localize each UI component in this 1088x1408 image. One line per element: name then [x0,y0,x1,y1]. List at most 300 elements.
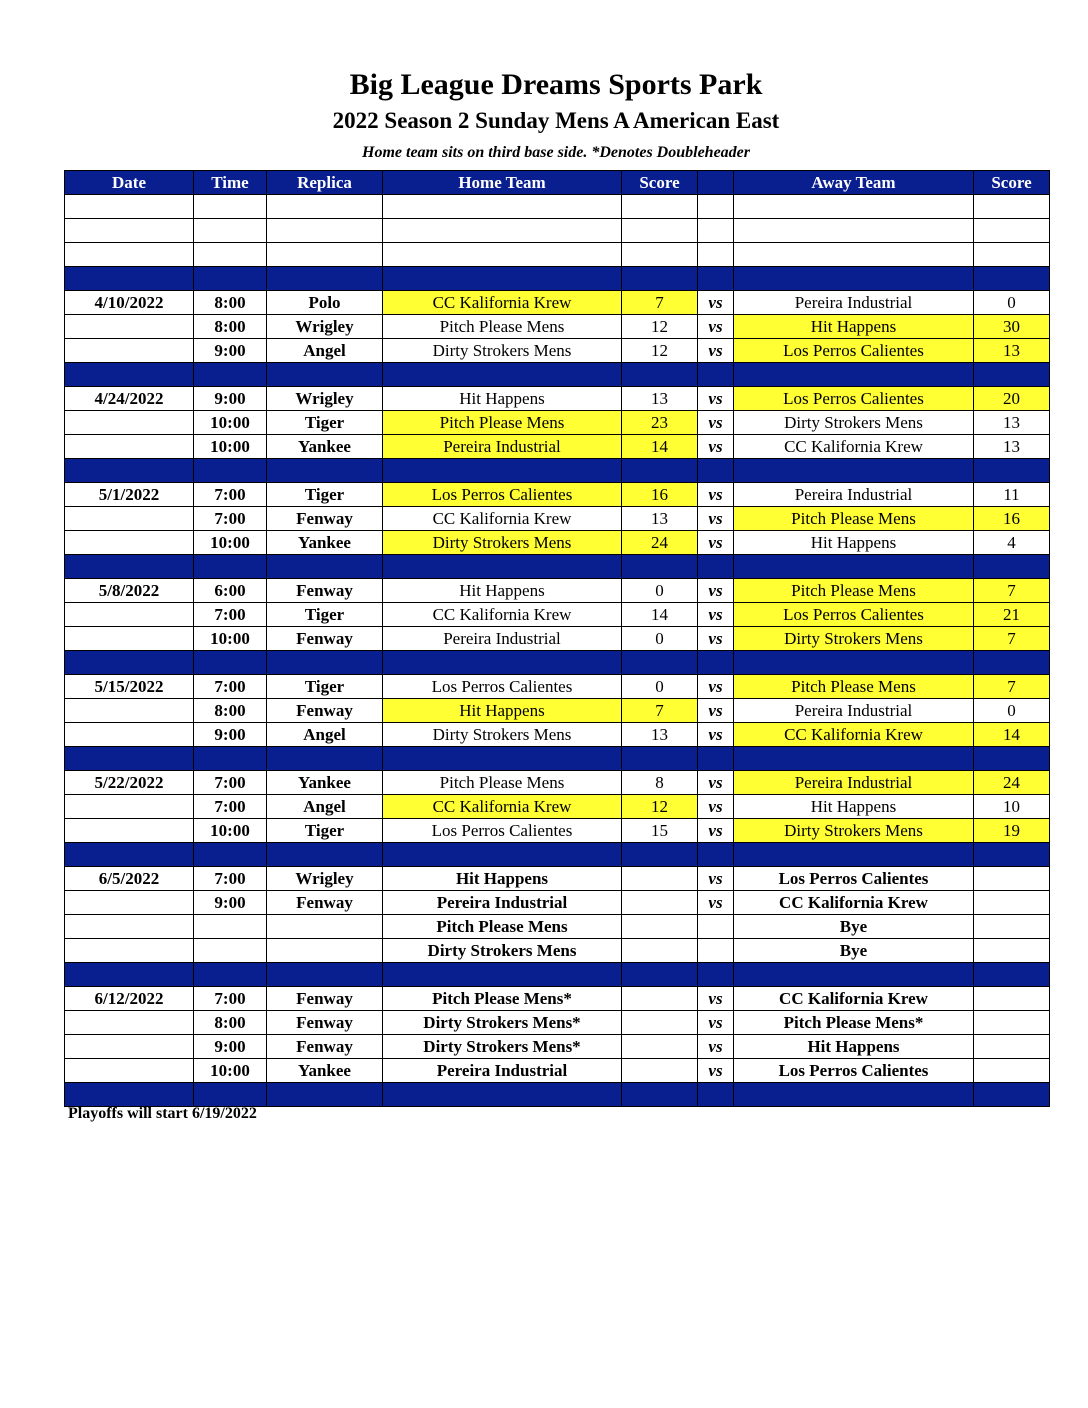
separator-cell [698,1083,734,1107]
time-cell: 10:00 [194,411,267,435]
date-cell [65,603,194,627]
vs-cell: vs [698,1035,734,1059]
field-cell: Fenway [267,1011,383,1035]
away-score-cell: 0 [974,699,1050,723]
home-team-cell: Pitch Please Mens [383,315,622,339]
separator-cell [974,747,1050,771]
field-cell: Fenway [267,627,383,651]
home-team-cell: Los Perros Calientes [383,819,622,843]
separator-cell [267,459,383,483]
time-cell: 7:00 [194,771,267,795]
home-score-cell: 0 [622,675,698,699]
vs-cell: vs [698,483,734,507]
empty-row [65,243,1050,267]
field-cell: Yankee [267,771,383,795]
game-row [65,867,1050,891]
home-score-cell [622,987,698,1011]
empty-cell [194,219,267,243]
separator-cell [65,555,194,579]
away-score-cell: 14 [974,723,1050,747]
away-team-cell: Dirty Strokers Mens [734,819,974,843]
game-row [65,723,1050,747]
time-cell [194,915,267,939]
field-cell: Polo [267,291,383,315]
col-time-header: Time [194,171,267,195]
home-score-cell [622,1035,698,1059]
separator-cell [383,843,622,867]
empty-row [65,195,1050,219]
vs-cell: vs [698,1011,734,1035]
home-team-cell: Los Perros Calientes [383,675,622,699]
home-score-cell: 0 [622,627,698,651]
vs-cell: vs [698,891,734,915]
separator-cell [383,1083,622,1107]
separator-cell [194,963,267,987]
away-team-cell: Los Perros Calientes [734,867,974,891]
game-row [65,387,1050,411]
table-header-row [65,171,1050,195]
empty-cell [698,219,734,243]
home-team-cell: CC Kalifornia Krew [383,795,622,819]
home-score-cell: 13 [622,723,698,747]
empty-cell [974,195,1050,219]
game-row [65,819,1050,843]
separator-cell [65,267,194,291]
home-team-cell: Los Perros Calientes [383,483,622,507]
away-score-cell: 0 [974,291,1050,315]
time-cell: 7:00 [194,867,267,891]
away-team-cell: Pitch Please Mens* [734,1011,974,1035]
game-row [65,915,1050,939]
empty-cell [734,195,974,219]
separator-cell [698,363,734,387]
date-cell [65,339,194,363]
away-team-cell: Pereira Industrial [734,291,974,315]
separator-cell [734,555,974,579]
away-score-cell [974,891,1050,915]
game-row [65,531,1050,555]
separator-row [65,651,1050,675]
away-team-cell: Los Perros Calientes [734,339,974,363]
time-cell: 8:00 [194,315,267,339]
game-row [65,435,1050,459]
field-cell: Yankee [267,531,383,555]
vs-cell: vs [698,867,734,891]
schedule-body [65,195,1050,1107]
separator-cell [65,363,194,387]
vs-cell: vs [698,1059,734,1083]
field-cell: Yankee [267,1059,383,1083]
away-score-cell: 30 [974,315,1050,339]
separator-cell [698,747,734,771]
separator-row [65,363,1050,387]
vs-cell: vs [698,987,734,1011]
home-team-cell: Hit Happens [383,699,622,723]
away-score-cell: 13 [974,411,1050,435]
field-cell: Fenway [267,987,383,1011]
date-cell: 4/10/2022 [65,291,194,315]
time-cell: 8:00 [194,291,267,315]
date-cell [65,435,194,459]
separator-cell [267,747,383,771]
empty-cell [267,219,383,243]
home-score-cell [622,867,698,891]
col-replica-header: Replica [267,171,383,195]
vs-cell: vs [698,507,734,531]
away-team-cell: Pitch Please Mens [734,579,974,603]
separator-cell [383,747,622,771]
home-team-cell: CC Kalifornia Krew [383,507,622,531]
home-team-cell: Dirty Strokers Mens* [383,1035,622,1059]
vs-cell [698,939,734,963]
empty-cell [622,195,698,219]
home-team-cell: Pitch Please Mens [383,771,622,795]
home-score-cell: 7 [622,699,698,723]
home-score-cell: 13 [622,387,698,411]
separator-cell [267,267,383,291]
time-cell: 7:00 [194,795,267,819]
time-cell: 8:00 [194,699,267,723]
away-team-cell: Bye [734,915,974,939]
home-score-cell [622,1059,698,1083]
schedule-table [64,170,1050,1107]
empty-cell [194,195,267,219]
field-cell: Yankee [267,435,383,459]
date-cell: 5/8/2022 [65,579,194,603]
separator-row [65,747,1050,771]
separator-cell [974,651,1050,675]
separator-cell [194,555,267,579]
away-score-cell [974,987,1050,1011]
date-cell [65,819,194,843]
empty-cell [698,243,734,267]
away-score-cell: 13 [974,435,1050,459]
time-cell: 7:00 [194,603,267,627]
separator-cell [65,1083,194,1107]
home-team-cell: Pitch Please Mens* [383,987,622,1011]
separator-cell [194,459,267,483]
field-cell: Fenway [267,579,383,603]
separator-cell [698,555,734,579]
separator-cell [974,843,1050,867]
field-cell: Fenway [267,891,383,915]
date-cell: 4/24/2022 [65,387,194,411]
separator-cell [698,963,734,987]
home-team-cell: Hit Happens [383,867,622,891]
date-cell [65,531,194,555]
away-team-cell: Pitch Please Mens [734,675,974,699]
page-title: Big League Dreams Sports Park [349,68,763,101]
separator-cell [974,963,1050,987]
separator-cell [65,651,194,675]
empty-cell [383,243,622,267]
away-score-cell [974,915,1050,939]
time-cell: 10:00 [194,627,267,651]
separator-cell [622,363,698,387]
date-cell [65,1059,194,1083]
separator-cell [383,459,622,483]
vs-cell: vs [698,579,734,603]
col-vs-header [698,171,734,195]
date-cell [65,411,194,435]
game-row [65,1035,1050,1059]
home-team-cell: Hit Happens [383,387,622,411]
home-team-cell: Pereira Industrial [383,891,622,915]
away-score-cell: 4 [974,531,1050,555]
vs-cell: vs [698,531,734,555]
away-team-cell: Hit Happens [734,795,974,819]
game-row [65,579,1050,603]
home-team-cell: Pitch Please Mens [383,411,622,435]
separator-cell [65,459,194,483]
away-team-cell: Los Perros Calientes [734,1059,974,1083]
home-team-cell: Dirty Strokers Mens [383,339,622,363]
separator-cell [383,555,622,579]
home-team-cell: CC Kalifornia Krew [383,603,622,627]
separator-cell [194,747,267,771]
separator-cell [698,843,734,867]
field-cell [267,915,383,939]
field-cell: Angel [267,339,383,363]
separator-row [65,963,1050,987]
away-team-cell: Pereira Industrial [734,483,974,507]
time-cell [194,939,267,963]
game-row [65,291,1050,315]
home-score-cell: 15 [622,819,698,843]
separator-cell [194,651,267,675]
vs-cell: vs [698,339,734,363]
away-score-cell [974,1059,1050,1083]
away-team-cell: Hit Happens [734,531,974,555]
empty-cell [383,219,622,243]
away-team-cell: CC Kalifornia Krew [734,723,974,747]
vs-cell: vs [698,819,734,843]
separator-cell [974,267,1050,291]
separator-cell [194,843,267,867]
date-cell [65,1011,194,1035]
game-row [65,891,1050,915]
date-cell [65,795,194,819]
game-row [65,987,1050,1011]
date-cell [65,915,194,939]
vs-cell: vs [698,795,734,819]
away-score-cell: 7 [974,627,1050,651]
home-score-cell: 14 [622,435,698,459]
vs-cell: vs [698,699,734,723]
field-cell [267,939,383,963]
separator-cell [734,267,974,291]
game-row [65,1011,1050,1035]
date-cell [65,627,194,651]
field-cell: Angel [267,723,383,747]
game-row [65,939,1050,963]
date-cell [65,723,194,747]
date-cell [65,1035,194,1059]
game-row [65,339,1050,363]
away-team-cell: Dirty Strokers Mens [734,411,974,435]
vs-cell: vs [698,723,734,747]
home-score-cell [622,891,698,915]
empty-cell [194,243,267,267]
separator-cell [974,363,1050,387]
game-row [65,771,1050,795]
home-score-cell: 16 [622,483,698,507]
away-team-cell: CC Kalifornia Krew [734,891,974,915]
vs-cell: vs [698,627,734,651]
separator-cell [65,843,194,867]
empty-cell [622,219,698,243]
vs-cell: vs [698,435,734,459]
time-cell: 9:00 [194,723,267,747]
empty-cell [383,195,622,219]
home-score-cell: 23 [622,411,698,435]
col-away-score-header: Score [974,171,1050,195]
time-cell: 9:00 [194,339,267,363]
home-team-cell: CC Kalifornia Krew [383,291,622,315]
away-team-cell: Bye [734,939,974,963]
home-team-cell: Dirty Strokers Mens [383,723,622,747]
time-cell: 9:00 [194,1035,267,1059]
separator-cell [734,1083,974,1107]
away-score-cell [974,1011,1050,1035]
home-score-cell [622,915,698,939]
time-cell: 9:00 [194,891,267,915]
away-team-cell: Hit Happens [734,1035,974,1059]
home-team-cell: Pereira Industrial [383,1059,622,1083]
separator-cell [734,963,974,987]
away-score-cell: 16 [974,507,1050,531]
date-cell [65,507,194,531]
game-row [65,483,1050,507]
date-cell: 6/12/2022 [65,987,194,1011]
away-score-cell: 10 [974,795,1050,819]
separator-cell [734,459,974,483]
separator-row [65,267,1050,291]
date-cell: 6/5/2022 [65,867,194,891]
vs-cell: vs [698,411,734,435]
field-cell: Wrigley [267,867,383,891]
away-team-cell: Los Perros Calientes [734,603,974,627]
away-team-cell: Pitch Please Mens [734,507,974,531]
separator-cell [267,963,383,987]
separator-cell [383,651,622,675]
separator-cell [267,1083,383,1107]
time-cell: 10:00 [194,435,267,459]
time-cell: 8:00 [194,1011,267,1035]
home-score-cell: 7 [622,291,698,315]
separator-cell [698,267,734,291]
home-score-cell [622,1011,698,1035]
separator-cell [622,459,698,483]
away-score-cell: 19 [974,819,1050,843]
separator-cell [622,747,698,771]
separator-cell [622,555,698,579]
field-cell: Tiger [267,411,383,435]
away-team-cell: Dirty Strokers Mens [734,627,974,651]
separator-cell [734,747,974,771]
col-home-team-header: Home Team [383,171,622,195]
date-cell [65,939,194,963]
away-score-cell [974,939,1050,963]
page-subtitle: 2022 Season 2 Sunday Mens A American East [332,108,780,133]
col-date-header: Date [65,171,194,195]
schedule-note: Home team sits on third base side. *Denotes Doubleheader [362,144,750,161]
game-row [65,411,1050,435]
field-cell: Fenway [267,507,383,531]
empty-cell [267,243,383,267]
separator-cell [65,747,194,771]
home-score-cell [622,939,698,963]
separator-cell [734,651,974,675]
field-cell: Fenway [267,699,383,723]
separator-row [65,843,1050,867]
separator-cell [734,843,974,867]
empty-cell [65,195,194,219]
time-cell: 10:00 [194,531,267,555]
away-score-cell: 7 [974,579,1050,603]
field-cell: Fenway [267,1035,383,1059]
field-cell: Wrigley [267,387,383,411]
game-row [65,627,1050,651]
field-cell: Tiger [267,675,383,699]
separator-cell [383,963,622,987]
separator-cell [383,363,622,387]
separator-cell [974,459,1050,483]
vs-cell: vs [698,291,734,315]
separator-row [65,555,1050,579]
away-team-cell: Hit Happens [734,315,974,339]
game-row [65,507,1050,531]
empty-cell [267,195,383,219]
separator-row [65,459,1050,483]
separator-cell [622,651,698,675]
away-team-cell: Pereira Industrial [734,699,974,723]
away-score-cell: 24 [974,771,1050,795]
empty-cell [974,243,1050,267]
empty-cell [698,195,734,219]
time-cell: 7:00 [194,507,267,531]
away-team-cell: Los Perros Calientes [734,387,974,411]
vs-cell [698,915,734,939]
away-score-cell: 11 [974,483,1050,507]
game-row [65,315,1050,339]
col-away-team-header: Away Team [734,171,974,195]
home-team-cell: Dirty Strokers Mens [383,939,622,963]
separator-cell [734,363,974,387]
home-score-cell: 24 [622,531,698,555]
vs-cell: vs [698,387,734,411]
separator-cell [267,363,383,387]
date-cell [65,699,194,723]
field-cell: Tiger [267,603,383,627]
field-cell: Wrigley [267,315,383,339]
game-row [65,1059,1050,1083]
away-team-cell: CC Kalifornia Krew [734,435,974,459]
away-score-cell [974,867,1050,891]
empty-row [65,219,1050,243]
date-cell [65,891,194,915]
game-row [65,795,1050,819]
empty-cell [734,219,974,243]
date-cell: 5/15/2022 [65,675,194,699]
separator-cell [622,1083,698,1107]
game-row [65,699,1050,723]
separator-cell [622,963,698,987]
empty-cell [65,219,194,243]
separator-row [65,1083,1050,1107]
vs-cell: vs [698,675,734,699]
field-cell: Angel [267,795,383,819]
